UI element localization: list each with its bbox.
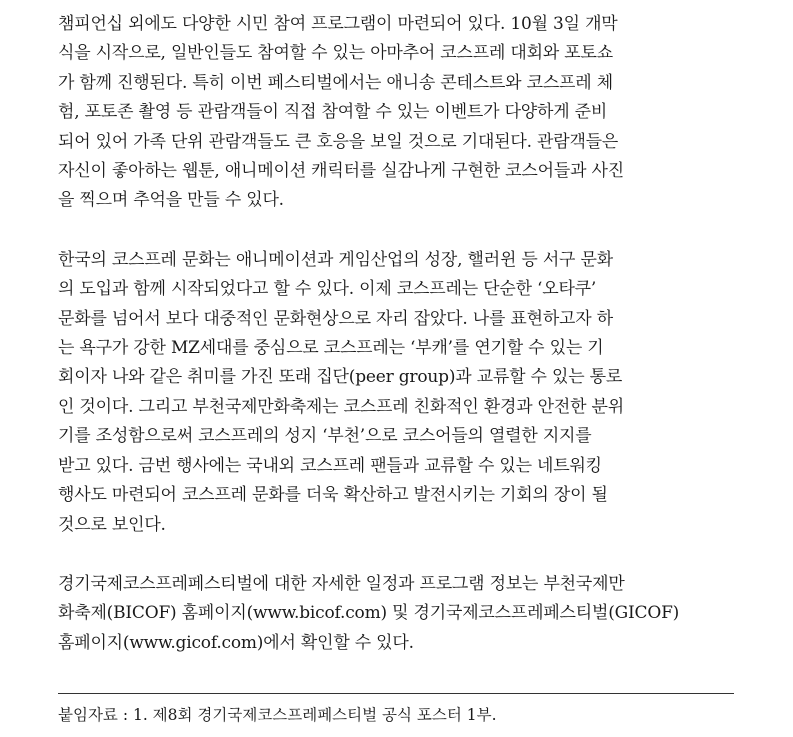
text-line: 는 욕구가 강한 MZ세대를 중심으로 코스프레는 ‘부캐’를 연기할 수 있는 기: [58, 338, 604, 359]
text-line: 경기국제코스프레페스티벌에 대한 자세한 일정과 프로그램 정보는 부천국제만: [58, 573, 625, 594]
footer-divider: [58, 693, 734, 694]
text-line: 한국의 코스프레 문화는 애니메이션과 게임산업의 성장, 핼러윈 등 서구 문화: [58, 249, 613, 270]
text-line: 가 함께 진행된다. 특히 이번 페스티벌에서는 애니송 콘테스트와 코스프레 체: [58, 72, 613, 93]
document-body: [58, 10, 736, 658]
text-line: 화축제(BICOF) 홈페이지(www.bicof.com) 및 경기국제코스프레페스티벌(GICOF): [58, 603, 680, 624]
attachment-note: 붙임자료 : 1. 제8회 경기국제코스프레페스티벌 공식 포스터 1부.: [58, 706, 497, 724]
text-line: 인 것이다. 그리고 부천국제만화축제는 코스프레 친화적인 환경과 안전한 분위: [58, 396, 624, 417]
text-line: 식을 시작으로, 일반인들도 참여할 수 있는 아마추어 코스프레 대회와 포토쇼: [58, 43, 613, 64]
paragraph-info-links: [58, 570, 736, 658]
paragraph-cosplay-culture: [58, 246, 736, 540]
text-line: 기를 조성함으로써 코스프레의 성지 ‘부천’으로 코스어들의 열렬한 지지를: [58, 426, 592, 447]
text-line: 받고 있다. 금번 행사에는 국내외 코스프레 팬들과 교류할 수 있는 네트워킹: [58, 455, 602, 476]
text-line: 험, 포토존 촬영 등 관람객들이 직접 참여할 수 있는 이벤트가 다양하게 준비: [58, 102, 608, 123]
text-line: 의 도입과 함께 시작되었다고 할 수 있다. 이제 코스프레는 단순한 ‘오타쿠’: [58, 279, 597, 300]
text-line: 챔피언십 외에도 다양한 시민 참여 프로그램이 마련되어 있다. 10월 3일 개막: [58, 14, 618, 34]
text-line: 문화를 넘어서 보다 대중적인 문화현상으로 자리 잡았다. 나를 표현하고자 하: [58, 308, 613, 329]
paragraph-programs: [58, 10, 736, 216]
text-line: 홈페이지(www.gicof.com)에서 확인할 수 있다.: [58, 632, 414, 653]
text-line: 행사도 마련되어 코스프레 문화를 더욱 확산하고 발전시키는 기회의 장이 될: [58, 485, 608, 506]
text-line: 되어 있어 가족 단위 관람객들도 큰 호응을 보일 것으로 기대된다. 관람객들은: [58, 131, 619, 152]
text-line: 자신이 좋아하는 웹툰, 애니메이션 캐릭터를 실감나게 구현한 코스어들과 사진: [58, 161, 624, 182]
text-line: 회이자 나와 같은 취미를 가진 또래 집단(peer group)과 교류할 수 있는 통로: [58, 367, 623, 388]
text-line: 을 찍으며 추억을 만들 수 있다.: [58, 190, 284, 211]
text-line: 것으로 보인다.: [58, 514, 166, 535]
